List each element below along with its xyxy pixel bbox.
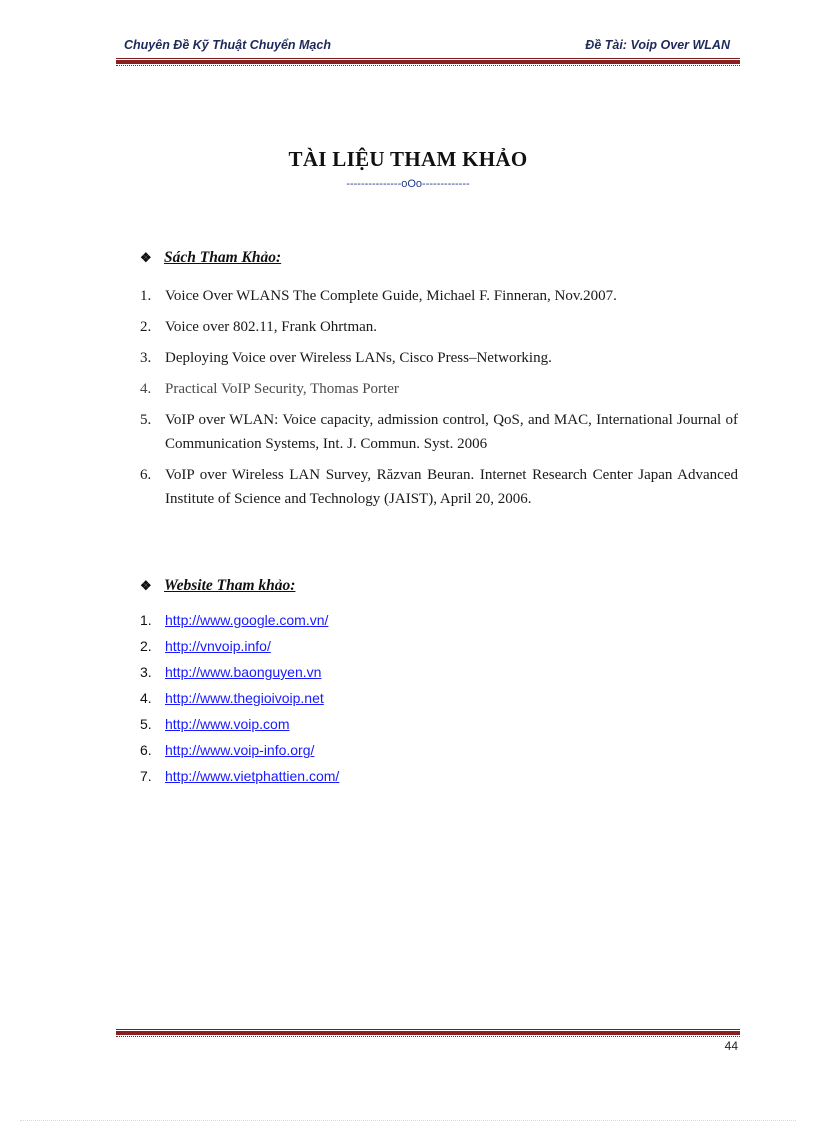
website-item [140, 686, 339, 712]
website-number: 4. [140, 690, 152, 706]
book-reference-number: 2. [140, 319, 152, 335]
diamond-bullet-icon: ❖ [140, 250, 152, 265]
books-section-heading [140, 249, 281, 267]
website-number: 2. [140, 638, 152, 654]
header-left-title: Chuyên Đề Kỹ Thuật Chuyển Mạch [124, 38, 331, 52]
website-item [140, 608, 339, 634]
book-reference-item [140, 346, 738, 370]
book-reference-text: Voice Over WLANS The Complete Guide, Michael F. Finneran, Nov.2007. [165, 288, 617, 304]
book-reference-number: 6. [140, 467, 152, 483]
page-title: TÀI LIỆU THAM KHẢO [288, 147, 528, 171]
website-item [140, 660, 339, 686]
book-reference-text: Practical VoIP Security, Thomas Porter [165, 381, 399, 397]
website-item [140, 764, 339, 790]
website-link[interactable]: http://www.google.com.vn/ [165, 612, 329, 628]
book-reference-number: 4. [140, 381, 152, 397]
website-item [140, 634, 339, 660]
page-edge-divider [20, 1120, 796, 1121]
header-rule [116, 58, 740, 66]
book-reference-item [140, 315, 738, 339]
websites-heading-label: Website Tham khảo: [164, 577, 296, 594]
diamond-bullet-icon: ❖ [140, 578, 152, 593]
books-heading-label: Sách Tham Khảo: [164, 249, 282, 266]
website-number: 7. [140, 768, 152, 784]
book-reference-text: Voice over 802.11, Frank Ohrtman. [165, 319, 378, 335]
website-link[interactable]: http://www.voip.com [165, 716, 290, 732]
websites-section-heading [140, 577, 295, 595]
book-reference-item [140, 463, 738, 511]
website-link[interactable]: http://vnvoip.info/ [165, 638, 271, 654]
book-reference-list [140, 284, 738, 518]
website-link[interactable]: http://www.baonguyen.vn [165, 664, 322, 680]
website-link[interactable]: http://www.voip-info.org/ [165, 742, 315, 758]
website-number: 3. [140, 664, 152, 680]
header-right-title: Đề Tài: Voip Over WLAN [585, 38, 730, 52]
book-reference-number: 3. [140, 350, 152, 366]
website-number: 6. [140, 742, 152, 758]
website-reference-list [140, 608, 339, 790]
book-reference-number: 1. [140, 288, 152, 304]
book-reference-item [140, 408, 738, 456]
website-number: 1. [140, 612, 152, 628]
website-link[interactable]: http://www.thegioivoip.net [165, 690, 324, 706]
footer-rule [116, 1029, 740, 1037]
book-reference-text: VoIP over WLAN: Voice capacity, admission control, QoS, and MAC, International Journal of Communication Systems, Int. J. Commun. Syst. 2006 [165, 412, 738, 452]
website-link[interactable]: http://www.vietphattien.com/ [165, 768, 340, 784]
book-reference-text: Deploying Voice over Wireless LANs, Cisco Press–Networking. [165, 350, 552, 366]
website-item [140, 738, 339, 764]
website-number: 5. [140, 716, 152, 732]
title-decoration: ---------------oOo------------- [346, 178, 470, 190]
page-number: 44 [724, 1039, 738, 1053]
website-item [140, 712, 339, 738]
book-reference-item [140, 284, 738, 308]
book-reference-text: VoIP over Wireless LAN Survey, Răzvan Beuran. Internet Research Center Japan Advanced Institute of Science and Technology (JAIST), April 20, 2006. [165, 467, 738, 507]
book-reference-item [140, 377, 738, 401]
book-reference-number: 5. [140, 412, 152, 428]
